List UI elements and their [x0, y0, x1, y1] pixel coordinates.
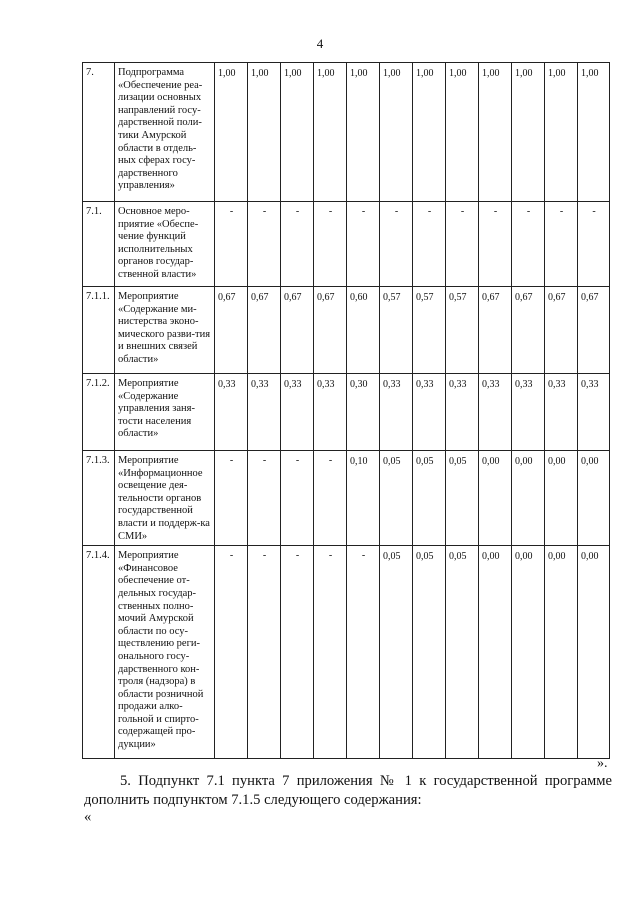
row-code: 7.1. [83, 202, 115, 287]
row-value-cell: - [314, 546, 347, 759]
row-value-cell: 1,00 [512, 63, 545, 202]
row-name: Мероприятие «Финансовое обеспечение от-дельных государ-ственных полно-мочий Амурской области по осу-ществлению реги-онального госу-дарственного кон-троля (надзора) в области розничной продажи алко-гольной и спирто-содержащей про-дукции» [115, 546, 215, 759]
row-value-cell: 0,05 [380, 451, 413, 546]
row-name: Мероприятие «Содержание ми-нистерства эконо-мического разви-тия и внешних связей области» [115, 287, 215, 374]
table-row [83, 63, 610, 202]
row-value-cell: 1,00 [446, 63, 479, 202]
row-value-cell: 0,67 [512, 287, 545, 374]
row-value-cell: 1,00 [545, 63, 578, 202]
row-value-cell: - [215, 202, 248, 287]
row-name: Подпрограмма «Обеспечение реа-лизации основных направлений госу-дарственной поли-тики Амурской области в отдель-ных сферах госу-дарственного управления» [115, 63, 215, 202]
row-value-cell: 0,33 [215, 374, 248, 451]
row-value-cell: 0,67 [578, 287, 610, 374]
row-code: 7.1.4. [83, 546, 115, 759]
row-value-cell: 1,00 [314, 63, 347, 202]
row-value-cell: 0,00 [479, 451, 512, 546]
row-value-cell: 0,05 [446, 451, 479, 546]
row-value-cell: - [578, 202, 610, 287]
row-value-cell: 0,10 [347, 451, 380, 546]
closing-quote: ». [597, 756, 608, 771]
row-value-cell: - [347, 202, 380, 287]
row-value-cell: 0,33 [248, 374, 281, 451]
row-code: 7.1.2. [83, 374, 115, 451]
row-value-cell: 0,33 [578, 374, 610, 451]
row-value-cell: 0,33 [446, 374, 479, 451]
page-number: 4 [316, 36, 324, 51]
row-value-cell: - [314, 202, 347, 287]
row-value-cell: 0,33 [479, 374, 512, 451]
row-value-cell: 0,00 [479, 546, 512, 759]
row-value-cell: 0,30 [347, 374, 380, 451]
row-name: Мероприятие «Содержание управления заня-тости населения области» [115, 374, 215, 451]
row-code: 7.1.3. [83, 451, 115, 546]
row-value-cell: 0,57 [380, 287, 413, 374]
row-value-cell: 0,00 [578, 451, 610, 546]
row-value-cell: 1,00 [347, 63, 380, 202]
row-value-cell: 0,00 [512, 546, 545, 759]
row-value-cell: 0,00 [545, 451, 578, 546]
table-row [83, 374, 610, 451]
indicator-table [82, 62, 610, 759]
row-value-cell: - [380, 202, 413, 287]
row-value-cell: - [413, 202, 446, 287]
row-value-cell: 0,33 [512, 374, 545, 451]
row-name: Основное меро-приятие «Обеспе-чение функций исполнительных органов государ-ственной власти» [115, 202, 215, 287]
row-value-cell: 1,00 [215, 63, 248, 202]
body-paragraph: 5. Подпункт 7.1 пункта 7 приложения № 1 к государственной программе дополнить подпунктом 7.1.5 следующего содержания: [84, 773, 612, 808]
row-value-cell: 0,67 [545, 287, 578, 374]
row-value-cell: 0,33 [413, 374, 446, 451]
row-value-cell: 1,00 [248, 63, 281, 202]
row-value-cell: - [281, 546, 314, 759]
row-value-cell: 0,67 [248, 287, 281, 374]
table-row [83, 451, 610, 546]
row-value-cell: - [281, 202, 314, 287]
row-value-cell: 0,33 [380, 374, 413, 451]
row-value-cell: - [248, 546, 281, 759]
row-value-cell: 0,33 [281, 374, 314, 451]
row-value-cell: - [347, 546, 380, 759]
row-value-cell: 1,00 [413, 63, 446, 202]
row-value-cell: 0,57 [446, 287, 479, 374]
row-value-cell: 0,00 [512, 451, 545, 546]
row-value-cell: 0,00 [545, 546, 578, 759]
row-value-cell: 1,00 [479, 63, 512, 202]
opening-quote: « [84, 809, 92, 825]
row-value-cell: - [248, 451, 281, 546]
row-value-cell: 1,00 [281, 63, 314, 202]
row-code: 7. [83, 63, 115, 202]
row-value-cell: 0,05 [380, 546, 413, 759]
row-value-cell: - [281, 451, 314, 546]
row-value-cell: - [479, 202, 512, 287]
row-name: Мероприятие «Информационное освещение дея-тельности органов государственной власти и поддерж-ка СМИ» [115, 451, 215, 546]
row-value-cell: - [248, 202, 281, 287]
row-value-cell: 0,33 [545, 374, 578, 451]
row-value-cell: - [446, 202, 479, 287]
table-row [83, 287, 610, 374]
row-code: 7.1.1. [83, 287, 115, 374]
row-value-cell: - [314, 451, 347, 546]
row-value-cell: 0,33 [314, 374, 347, 451]
row-value-cell: 0,05 [446, 546, 479, 759]
row-value-cell: - [215, 546, 248, 759]
row-value-cell: 0,67 [314, 287, 347, 374]
row-value-cell: 1,00 [380, 63, 413, 202]
row-value-cell: 0,00 [578, 546, 610, 759]
table-row [83, 546, 610, 759]
row-value-cell: 0,57 [413, 287, 446, 374]
row-value-cell: 0,60 [347, 287, 380, 374]
row-value-cell: 0,67 [215, 287, 248, 374]
row-value-cell: 0,67 [281, 287, 314, 374]
row-value-cell: - [512, 202, 545, 287]
row-value-cell: 0,05 [413, 451, 446, 546]
row-value-cell: - [215, 451, 248, 546]
row-value-cell: 0,05 [413, 546, 446, 759]
row-value-cell: - [545, 202, 578, 287]
row-value-cell: 0,67 [479, 287, 512, 374]
row-value-cell: 1,00 [578, 63, 610, 202]
table-row [83, 202, 610, 287]
